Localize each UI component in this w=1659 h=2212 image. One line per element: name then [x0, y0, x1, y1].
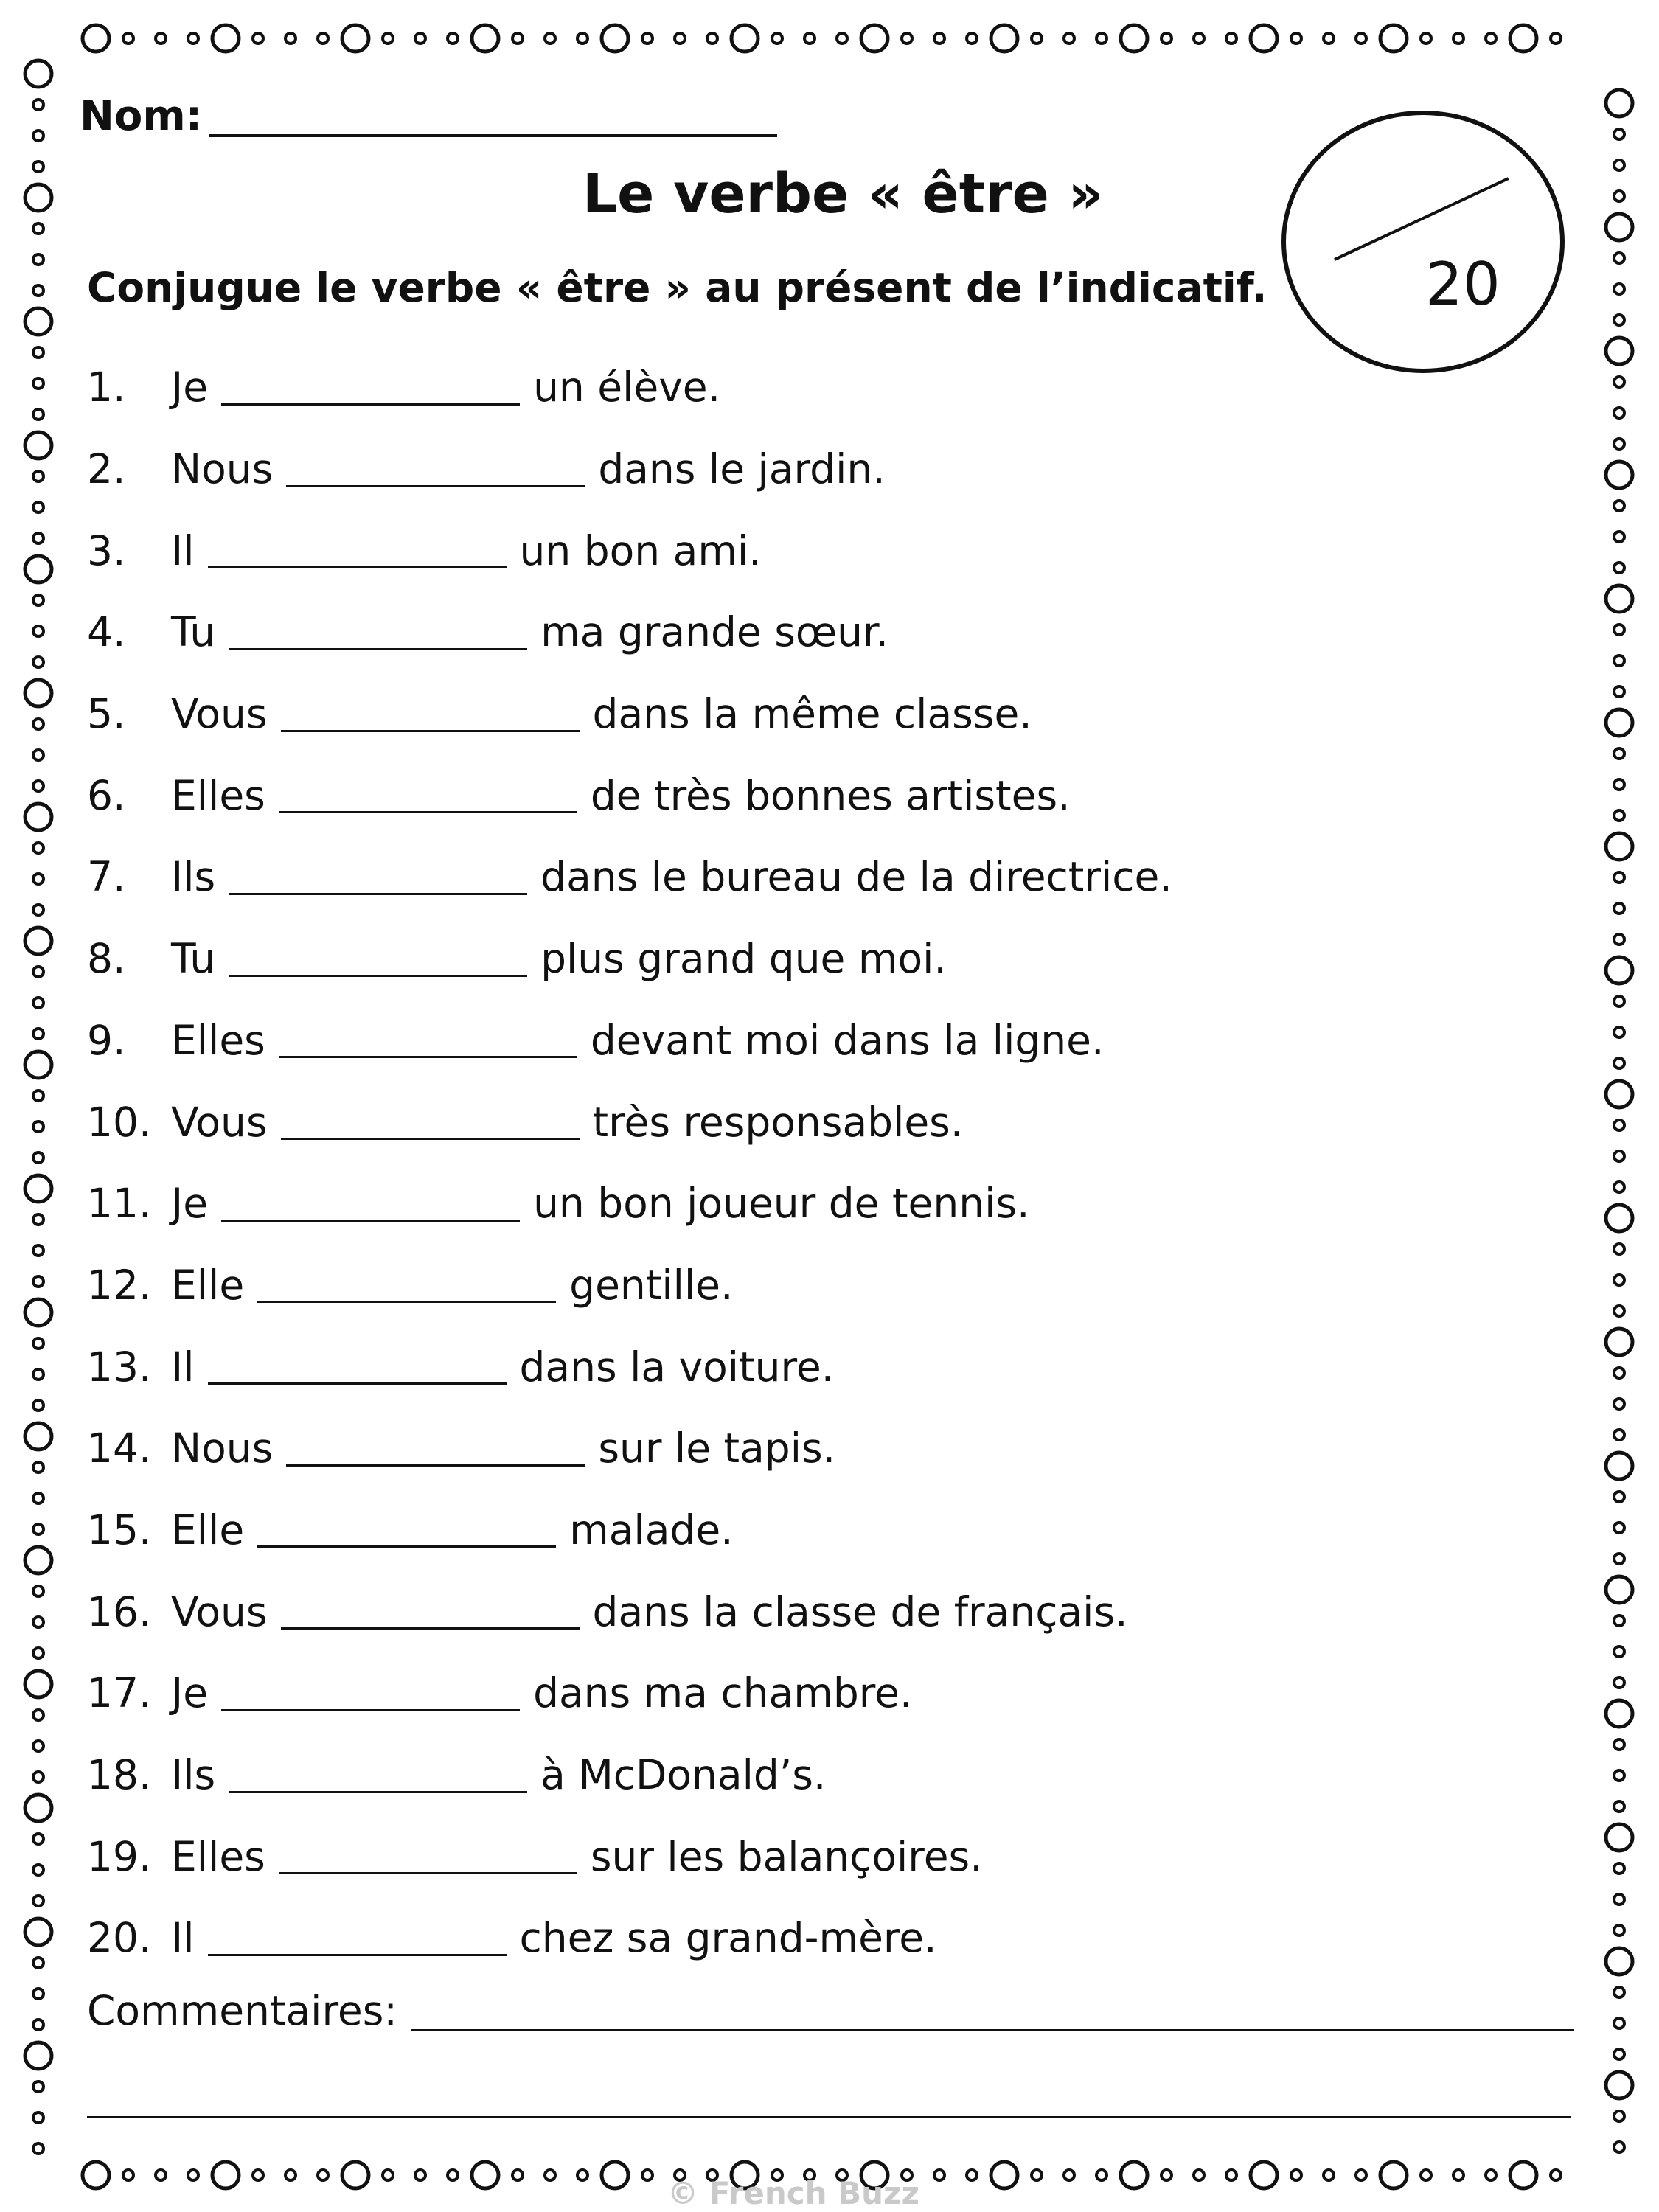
item-number: 20.: [87, 1914, 152, 1962]
item-rest: très responsables.: [592, 1098, 964, 1146]
answer-blank[interactable]: [221, 1186, 520, 1222]
list-item: [87, 1408, 1172, 1489]
item-subject: Vous: [171, 1098, 268, 1146]
item-subject: Ils: [171, 1751, 216, 1799]
answer-blank[interactable]: [286, 1430, 585, 1467]
list-item: [87, 1245, 1172, 1326]
list-item: [87, 836, 1172, 918]
item-subject: Nous: [171, 1425, 274, 1472]
exercise-list: [87, 347, 1172, 1979]
item-rest: malade.: [569, 1506, 734, 1554]
item-number: 11.: [87, 1180, 152, 1228]
list-item: [87, 673, 1172, 755]
list-item: [87, 591, 1172, 673]
item-number: 5.: [87, 690, 126, 738]
item-rest: ma grande sœur.: [540, 608, 889, 656]
list-item: [87, 509, 1172, 591]
name-row: [80, 83, 777, 140]
copyright-watermark: © French Buzz: [667, 2175, 919, 2211]
item-rest: dans le bureau de la directrice.: [540, 853, 1172, 901]
item-subject: Je: [171, 1669, 209, 1717]
list-item: [87, 1571, 1172, 1652]
list-item: [87, 347, 1172, 428]
score-box: [1281, 111, 1562, 370]
item-number: 16.: [87, 1587, 152, 1635]
list-item: [87, 1815, 1172, 1897]
item-subject: Ils: [171, 853, 216, 901]
list-item: [87, 754, 1172, 836]
item-rest: à McDonald’s.: [540, 1751, 827, 1799]
item-rest: un bon joueur de tennis.: [533, 1180, 1030, 1228]
item-subject: Il: [171, 1343, 195, 1391]
item-number: 18.: [87, 1751, 152, 1799]
item-rest: devant moi dans la ligne.: [590, 1016, 1105, 1064]
list-item: [87, 1734, 1172, 1816]
name-label: Nom:: [80, 92, 203, 140]
item-number: 7.: [87, 853, 126, 901]
score-circle: [1281, 111, 1565, 373]
item-subject: Elles: [171, 1832, 265, 1880]
item-rest: chez sa grand-mère.: [519, 1914, 937, 1962]
answer-blank[interactable]: [229, 1757, 527, 1793]
comments-blank-line-2[interactable]: [87, 2116, 1571, 2118]
answer-blank[interactable]: [279, 1022, 577, 1058]
answer-blank[interactable]: [208, 1349, 507, 1385]
answer-blank[interactable]: [257, 1267, 556, 1303]
name-blank-line[interactable]: [209, 83, 777, 137]
answer-blank[interactable]: [229, 859, 527, 895]
answer-blank[interactable]: [257, 1512, 556, 1548]
item-rest: de très bonnes artistes.: [590, 771, 1071, 819]
list-item: [87, 1326, 1172, 1408]
item-rest: plus grand que moi.: [540, 935, 947, 983]
item-rest: dans le jardin.: [598, 445, 886, 493]
item-number: 8.: [87, 935, 126, 983]
answer-blank[interactable]: [281, 696, 580, 732]
item-rest: gentille.: [569, 1261, 734, 1309]
item-subject: Tu: [171, 935, 216, 983]
item-rest: un élève.: [533, 364, 721, 411]
item-subject: Tu: [171, 608, 216, 656]
list-item: [87, 1489, 1172, 1571]
item-subject: Elle: [171, 1261, 245, 1309]
comments-row: [87, 1983, 1574, 2034]
item-subject: Vous: [171, 1587, 268, 1635]
item-number: 10.: [87, 1098, 152, 1146]
item-subject: Elles: [171, 771, 265, 819]
item-subject: Je: [171, 364, 209, 411]
item-subject: Nous: [171, 445, 274, 493]
item-subject: Elles: [171, 1016, 265, 1064]
comments-label: Commentaires:: [87, 1987, 397, 2034]
item-number: 12.: [87, 1261, 152, 1309]
answer-blank[interactable]: [281, 1593, 580, 1630]
answer-blank[interactable]: [279, 777, 577, 813]
item-number: 15.: [87, 1506, 152, 1554]
item-number: 2.: [87, 445, 126, 493]
item-subject: Je: [171, 1180, 209, 1228]
list-item: [87, 1000, 1172, 1082]
answer-blank[interactable]: [279, 1838, 577, 1874]
item-rest: dans la même classe.: [592, 690, 1032, 738]
list-item: [87, 918, 1172, 1000]
answer-blank[interactable]: [229, 614, 527, 650]
answer-blank[interactable]: [208, 1920, 507, 1956]
item-subject: Elle: [171, 1506, 245, 1554]
answer-blank[interactable]: [208, 532, 507, 568]
comments-blank-line[interactable]: [411, 1983, 1574, 2031]
answer-blank[interactable]: [221, 1675, 520, 1711]
item-number: 4.: [87, 608, 126, 656]
list-item: [87, 1081, 1172, 1163]
item-rest: dans la classe de français.: [592, 1587, 1128, 1635]
list-item: [87, 1652, 1172, 1734]
item-number: 14.: [87, 1425, 152, 1472]
answer-blank[interactable]: [281, 1104, 580, 1140]
answer-blank[interactable]: [229, 941, 527, 977]
item-number: 3.: [87, 526, 126, 574]
item-subject: Vous: [171, 690, 268, 738]
list-item: [87, 428, 1172, 510]
item-number: 9.: [87, 1016, 126, 1064]
item-rest: un bon ami.: [519, 526, 762, 574]
item-number: 19.: [87, 1832, 152, 1880]
item-subject: Il: [171, 526, 195, 574]
item-rest: dans la voiture.: [519, 1343, 835, 1391]
list-item: [87, 1163, 1172, 1245]
worksheet-title: Le verbe « être »: [582, 162, 1104, 226]
answer-blank[interactable]: [221, 369, 520, 406]
score-total: 20: [1425, 250, 1500, 319]
item-subject: Il: [171, 1914, 195, 1962]
item-number: 6.: [87, 771, 126, 819]
instruction-text: Conjugue le verbe « être » au présent de l’indicatif.: [87, 264, 1267, 311]
list-item: [87, 1897, 1172, 1979]
item-rest: sur le tapis.: [598, 1425, 836, 1472]
item-rest: sur les balançoires.: [590, 1832, 983, 1880]
answer-blank[interactable]: [286, 451, 585, 487]
item-number: 1.: [87, 364, 126, 411]
item-number: 13.: [87, 1343, 152, 1391]
item-number: 17.: [87, 1669, 152, 1717]
item-rest: dans ma chambre.: [533, 1669, 913, 1717]
